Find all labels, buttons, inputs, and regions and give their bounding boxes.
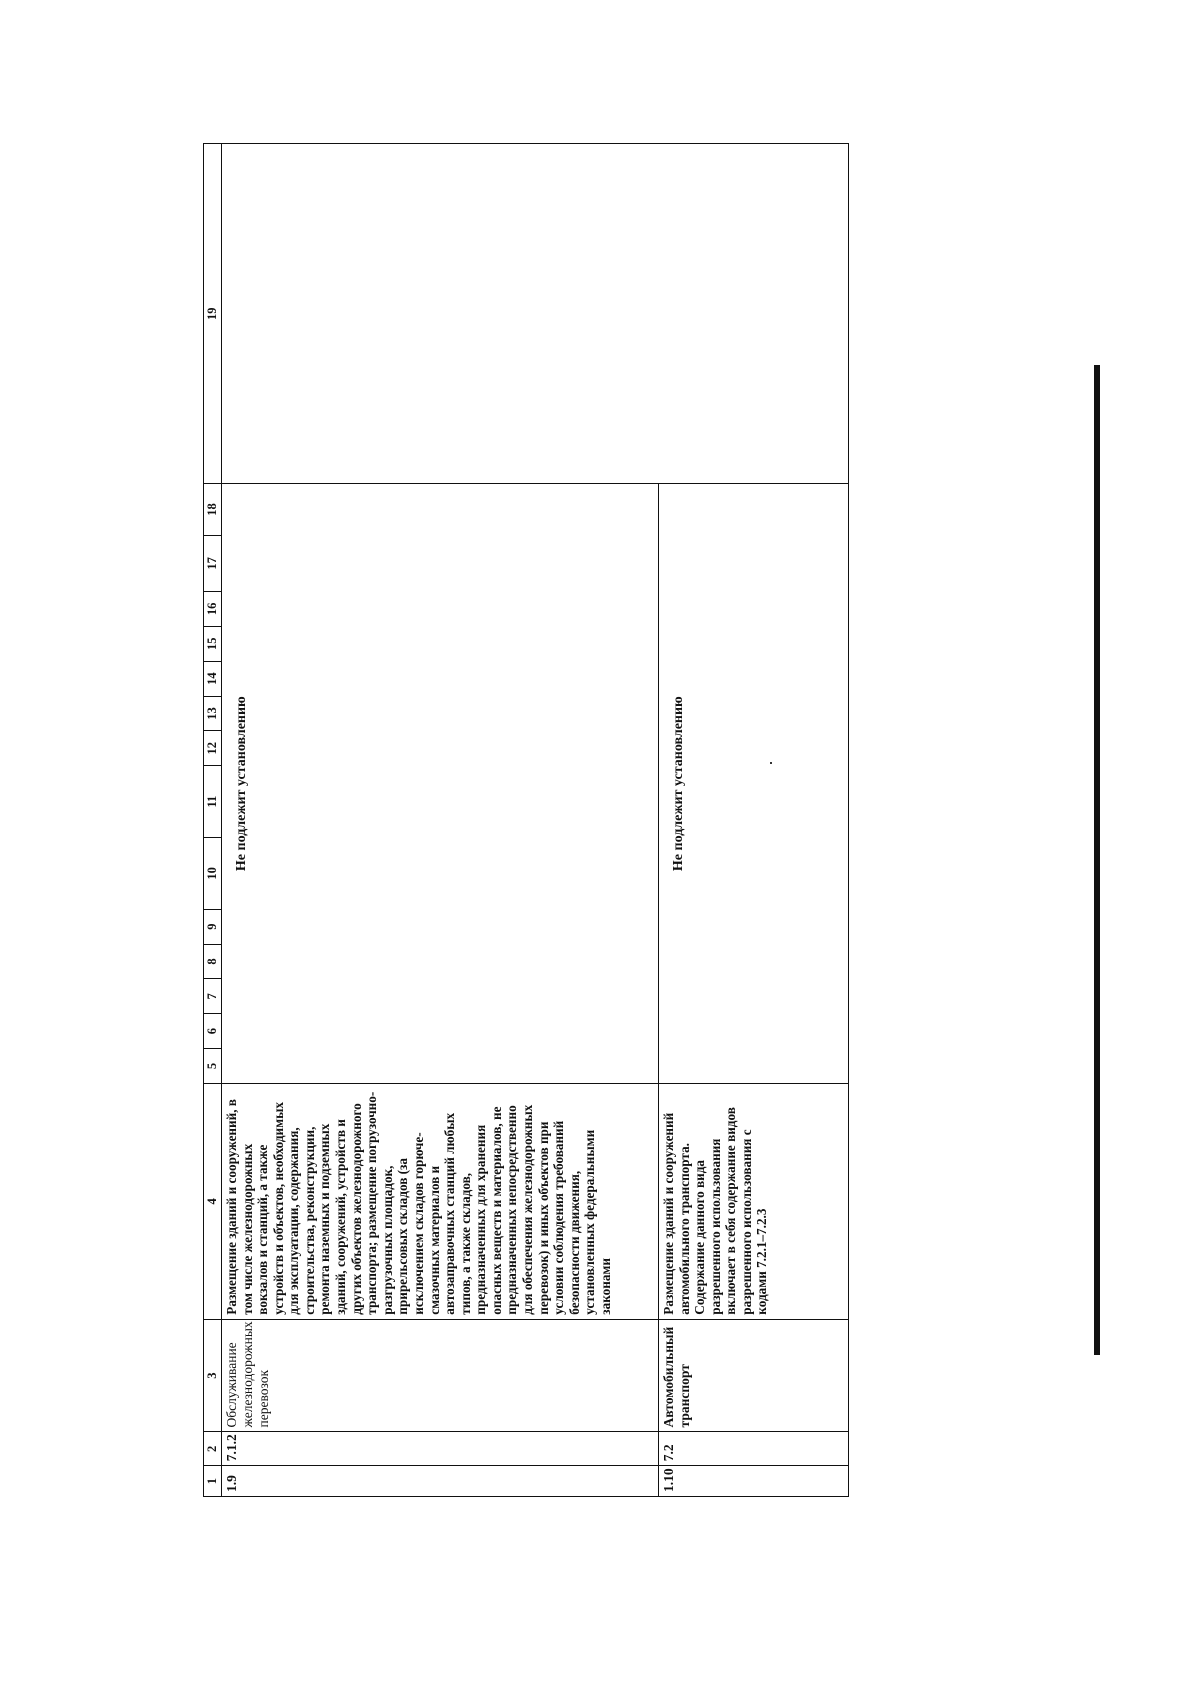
row-description: Размещение зданий и сооружений автомобильного транспорта. Содержание данного вида разрешенного использования включает в себя содержание видов разрешенного использования с кодами 7.2.1–7.2.3 [659, 1083, 849, 1319]
header-row [204, 144, 222, 1497]
rotated-table-wrapper [203, 143, 825, 1497]
header-cell: 8 [204, 944, 222, 979]
header-cell: 16 [204, 592, 222, 627]
header-cell: 10 [204, 837, 222, 909]
header-cell: 1 [204, 1466, 222, 1497]
column-19-cell [222, 144, 849, 484]
row-description: Размещение зданий и сооружений, в том числе железнодорожных вокзалов и станций, а также устройств и объектов, необходимых для эксплуатации, содержания, строительства, реконструкции, ремонта наземных и подземных зданий, сооружений, устройств и других объектов железнодорожного транспорта; размещение погрузочно-разгрузочных площадок, прирельсовых складов (за исключением складов горюче-смазочных материалов и автозаправочных станций любых типов, а также складов, предназначенных для хранения опасных веществ и материалов, не предназначенных непосредственно для обеспечения железнодорожных перевозок) и иных объектов при условии соблюдения требований безопасности движения, установленных федеральными законами [222, 1083, 659, 1319]
header-cell: 11 [204, 766, 222, 838]
header-cell: 3 [204, 1319, 222, 1432]
row-code: 7.2 [659, 1432, 849, 1466]
header-cell: 5 [204, 1049, 222, 1084]
table-row [222, 144, 659, 1497]
row-note: Не подлежит установлению [659, 484, 849, 1084]
row-name: Автомобильный транспорт [659, 1319, 849, 1432]
row-code: 7.1.2 [222, 1432, 659, 1466]
header-cell: 12 [204, 731, 222, 766]
header-cell: 15 [204, 626, 222, 661]
vertical-rule [1094, 365, 1100, 1355]
header-cell: 18 [204, 484, 222, 535]
row-note: Не подлежит установлению [222, 484, 659, 1084]
row-name: Обслуживание железнодорожных перевозок [222, 1319, 659, 1432]
header-cell: 9 [204, 909, 222, 944]
land-use-table [203, 143, 849, 1497]
header-cell: 4 [204, 1083, 222, 1319]
header-cell: 2 [204, 1432, 222, 1466]
scan-speck [770, 762, 772, 764]
row-number: 1.9 [222, 1466, 659, 1497]
header-cell: 7 [204, 979, 222, 1014]
header-cell: 19 [204, 144, 222, 484]
header-cell: 6 [204, 1014, 222, 1049]
header-cell: 14 [204, 661, 222, 696]
header-cell: 17 [204, 535, 222, 591]
row-number: 1.10 [659, 1466, 849, 1497]
header-cell: 13 [204, 696, 222, 731]
rotated-table [203, 143, 825, 1497]
